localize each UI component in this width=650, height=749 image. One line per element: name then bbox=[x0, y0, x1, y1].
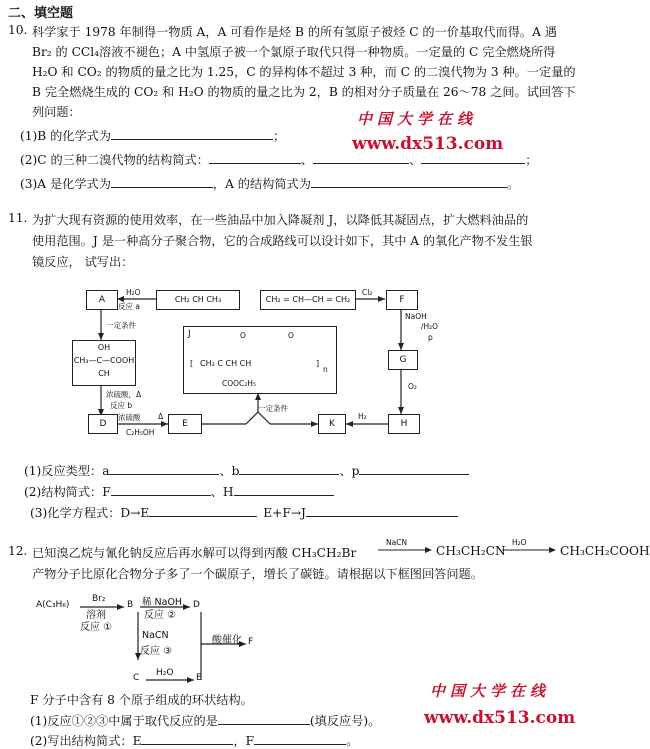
q10-line4: B 完全燃烧生成的 CO₂ 和 H₂O 的物质的量之比为 2，B 的相对分子质量在 26～78 之间。试回答下 bbox=[32, 85, 576, 99]
reagent-dilute-naoh: 稀 NaOH bbox=[142, 597, 183, 608]
box-a: A bbox=[86, 290, 118, 310]
node-f: F bbox=[248, 637, 254, 647]
label-condition: 一定条件 bbox=[106, 321, 136, 330]
box-j-polymer: J O O [ CH₂ C CH CH ] n COOC₂H₅ bbox=[183, 326, 337, 394]
q12-f-description: F 分子中含有 8 个原子组成的环状结构。 bbox=[30, 693, 253, 707]
watermark-url-2: www.dx513.com bbox=[424, 708, 576, 728]
q12-mid: CH₃CH₂CN bbox=[436, 544, 506, 558]
label-p: p bbox=[428, 333, 433, 342]
box-g: G bbox=[388, 350, 418, 370]
reagent-cl2: Cl₂ bbox=[362, 288, 373, 297]
reagent-h2o: H₂O bbox=[126, 288, 141, 297]
label-h2: H₂ bbox=[358, 412, 367, 421]
box-h: H bbox=[388, 414, 420, 434]
q11-line1: 为扩大现有资源的使用效率，在一些油品中加入降凝剂 J，以降低其凝固点，扩大燃料油品的 bbox=[32, 213, 529, 227]
label-conc-acid: 浓硫酸，Δ bbox=[106, 390, 142, 399]
label-o2: O₂ bbox=[408, 382, 417, 391]
q12-line1: 已知溴乙烷与氰化钠反应后再水解可以得到丙酸 CH₃CH₂Br bbox=[32, 546, 357, 560]
watermark-url: www.dx513.com bbox=[352, 134, 504, 154]
node-a: A(C₃H₆) bbox=[36, 600, 70, 610]
box-butadiene: CH₂ = CH—CH = CH₂ bbox=[260, 290, 356, 310]
q12-nacn: NaCN bbox=[386, 538, 408, 547]
q12-line2: 产物分子比原化合物分子多了一个碳原子，增长了碳链。请根据以下框图回答问题。 bbox=[32, 567, 483, 581]
box-hydroxy-acid: OH CH₃—C—COOH CH bbox=[72, 340, 136, 386]
label-acid-catalysis: 酸催化 bbox=[212, 635, 242, 646]
node-b: B bbox=[127, 600, 134, 610]
label-reaction-a: 反应 a bbox=[118, 302, 140, 311]
reagent-solvent: 溶剂 bbox=[86, 610, 106, 621]
polymer-bracket-l: [ bbox=[190, 359, 194, 368]
polymer-bracket-r: ] bbox=[316, 359, 320, 368]
answer-blank[interactable] bbox=[218, 713, 310, 725]
q12-h2o: H₂O bbox=[512, 538, 527, 547]
q10-sub3: (3)A 是化学式为 ，A 的结构简式为 。 bbox=[20, 177, 520, 191]
q11-sub1: (1)反应类型：a 、b 、p bbox=[24, 462, 469, 479]
reaction-2: 反应 ② bbox=[144, 610, 177, 621]
q11-sub2: (2)结构简式：F 、H bbox=[24, 483, 334, 500]
q11-line2: 使用范围。J 是一种高分子聚合物，它的合成路线可以设计如下，其中 A 的氧化产物不发生银 bbox=[32, 234, 533, 248]
q11-line3: 镜反应， 试写出： bbox=[32, 255, 134, 269]
q10-sub1: (1)B 的化学式为 ； bbox=[20, 129, 286, 143]
box-k: K bbox=[318, 414, 346, 434]
q12-number: 12. bbox=[8, 544, 28, 558]
q10-line3: H₂O 和 CO₂ 的物质的量之比为 1.25，C 的异构体不超过 3 种，而 C 的二溴代物为 3 种。一定量的 bbox=[32, 65, 576, 79]
box-chain-top: CH₂ CH CH₃ bbox=[156, 290, 240, 310]
box-d: D bbox=[88, 414, 118, 434]
reaction-1: 反应 ① bbox=[80, 622, 113, 633]
label-h2o-small: /H₂O bbox=[421, 322, 439, 331]
label-reaction-b: 反应 b bbox=[110, 401, 133, 410]
q10-number: 10. bbox=[8, 23, 28, 37]
q10-line2: Br₂ 的 CCl₄溶液不褪色；A 中氢原子被一个氯原子取代只得一种物质。一定量的 C 完全燃烧所得 bbox=[32, 45, 556, 59]
label-delta: Δ bbox=[158, 412, 164, 421]
q10-line5: 列问题： bbox=[32, 105, 81, 119]
q12-sub1: (1)反应①②③中属于取代反应的是 (填反应号)。 bbox=[30, 714, 381, 728]
q10-sub2: (2)C 的三种二溴代物的结构简式： 、 、 ； bbox=[20, 153, 538, 167]
watermark-cn-2: 中国大学在线 bbox=[430, 682, 551, 700]
label-conc-acid2: 浓硫酸 bbox=[118, 413, 141, 422]
box-f: F bbox=[386, 290, 418, 310]
node-e: E bbox=[196, 673, 202, 683]
reagent-br2: Br₂ bbox=[92, 594, 106, 604]
section-title: 二、填空题 bbox=[8, 6, 74, 21]
node-d: D bbox=[193, 600, 200, 610]
answer-blank[interactable] bbox=[141, 733, 233, 745]
watermark-cn: 中国大学在线 bbox=[357, 110, 478, 128]
q12-sub2: (2)写出结构简式：E ，F 。 bbox=[30, 734, 359, 748]
label-naoh: NaOH bbox=[405, 312, 427, 321]
q11-sub3: (3)化学方程式：D→E E+F→J bbox=[30, 504, 458, 521]
label-condition2: 一定条件 bbox=[258, 404, 288, 413]
q10-line1: 科学家于 1978 年制得一物质 A，A 可看作是烃 B 的所有氢原子被烃 C 的一价基取代而得。A 遇 bbox=[32, 25, 557, 39]
reaction-3: 反应 ③ bbox=[140, 646, 173, 657]
box-e: E bbox=[168, 414, 202, 434]
q12-end: CH₃CH₂COOH bbox=[560, 544, 650, 558]
answer-blank[interactable] bbox=[254, 733, 346, 745]
q11-number: 11. bbox=[8, 211, 28, 225]
reagent-nacn: NaCN bbox=[142, 630, 169, 641]
label-ethanol: C₂H₅OH bbox=[126, 428, 155, 437]
reagent-h2o-q12: H₂O bbox=[156, 668, 174, 678]
node-c: C bbox=[133, 673, 140, 683]
